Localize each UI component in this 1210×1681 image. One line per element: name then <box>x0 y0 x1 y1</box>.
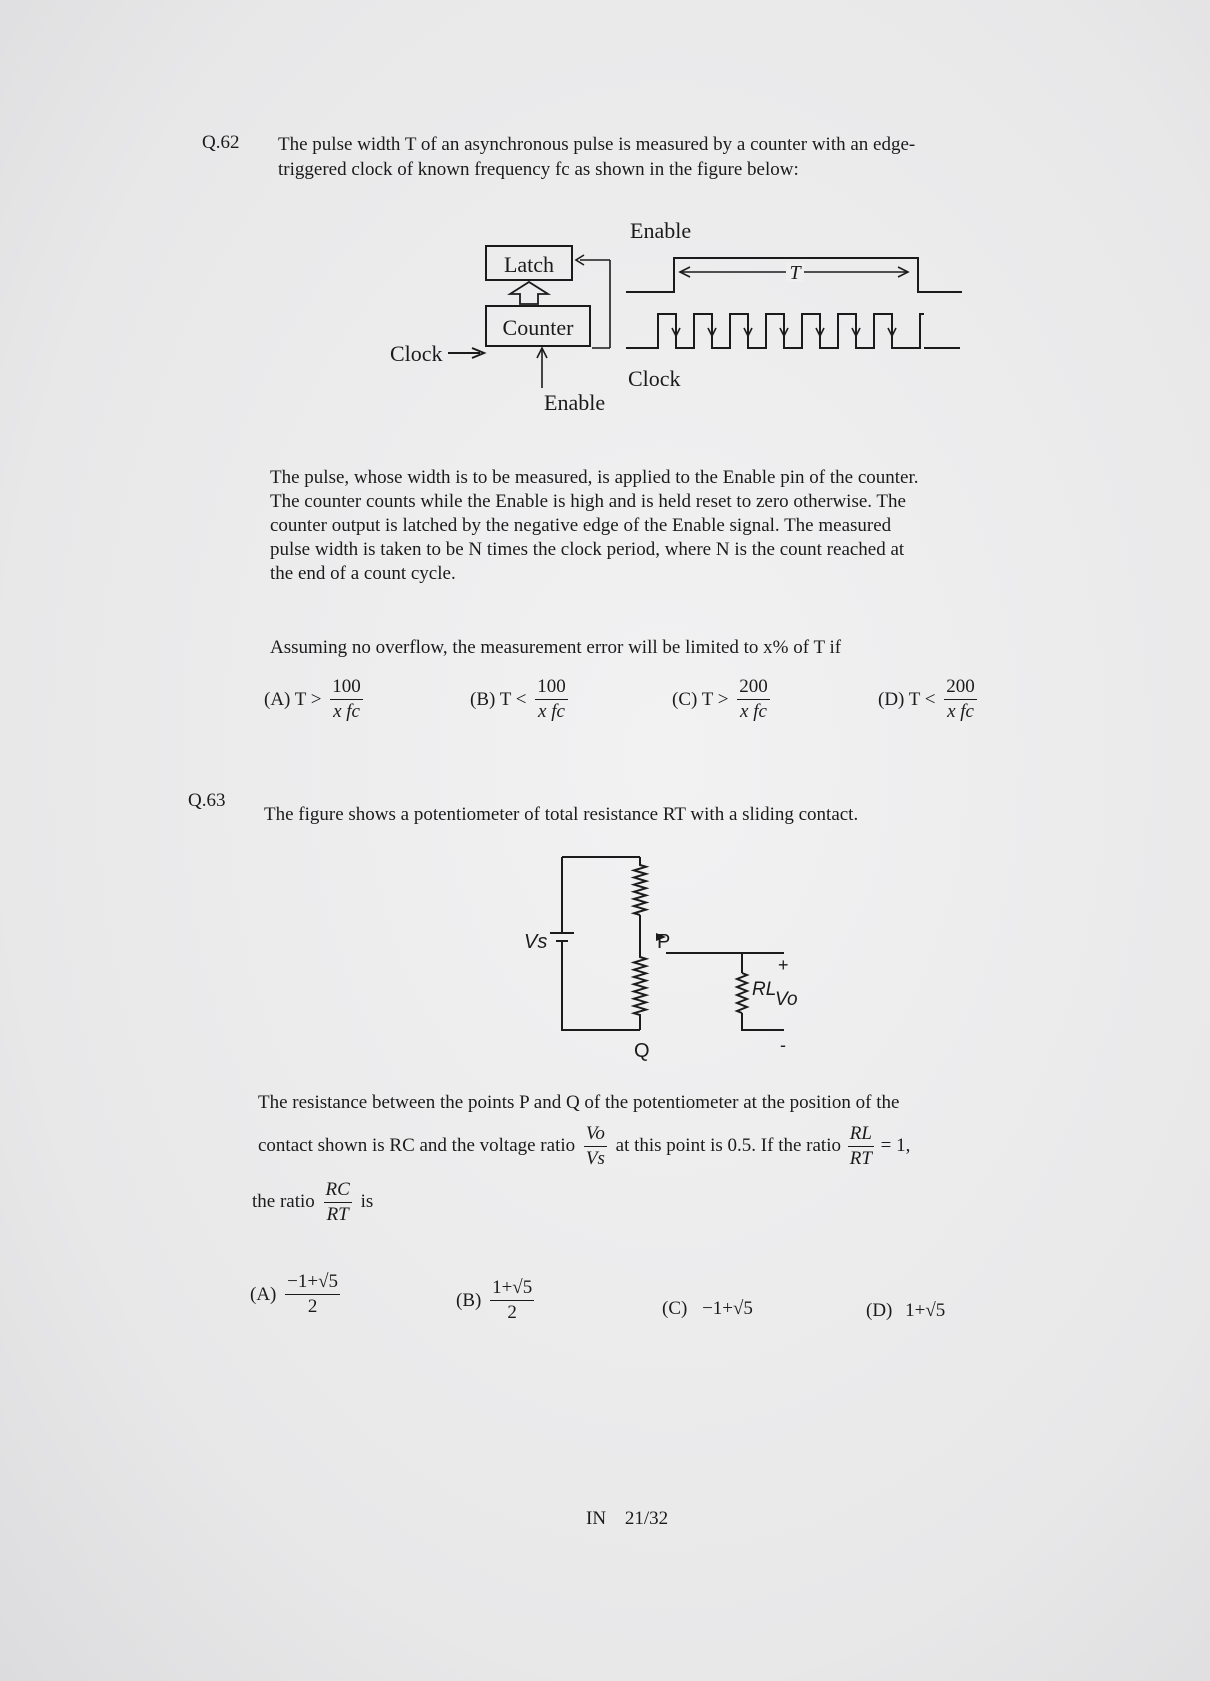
load-label: RL <box>752 979 777 1000</box>
q62-option-c: (C) T > $\frac{200}{\text{x fc}}$ <box>672 676 768 722</box>
q62-paragraph-2: Assuming no overflow, the measurement error will be limited to x% of T if <box>270 637 842 658</box>
question-number-63: Q.63 <box>188 790 226 811</box>
counter-label: Counter <box>502 315 574 340</box>
q63-stem: The figure shows a potentiometer of total resistance RT with a sliding contact. <box>264 804 859 825</box>
q63-option-b: (B) $\frac{1+√5}{2}$ <box>456 1277 533 1323</box>
clock-input-label: Clock <box>390 341 443 366</box>
clock-wave-label: Clock <box>628 366 681 391</box>
load-resistor <box>737 973 747 1013</box>
output-label: Vo <box>775 989 798 1010</box>
q63-option-c: (C) −1+√5 <box>662 1298 753 1319</box>
potentiometer-resistor <box>634 857 646 1030</box>
question-number-62: Q.62 <box>202 132 240 153</box>
potentiometer-figure <box>520 845 820 1065</box>
enable-input-label: Enable <box>544 390 606 415</box>
latch-label: Latch <box>503 252 555 277</box>
q62-paragraph-1 <box>270 466 1068 586</box>
counter-figure <box>380 220 980 440</box>
q62-para-line: counter output is latched by the negative edge of the Enable signal. The measured <box>270 515 892 536</box>
q62-stem-line2: triggered clock of known frequency fc as shown in the figure below: <box>278 159 799 180</box>
q63-option-d: (D) 1+√5 <box>866 1300 946 1321</box>
wiper-label: P <box>657 931 671 953</box>
q62-option-b: (B) T < $\frac{100}{\text{x fc}}$ <box>470 676 566 722</box>
latch-arrow <box>510 282 548 304</box>
plus-sign: + <box>778 955 789 975</box>
bottom-label: Q <box>634 1040 650 1062</box>
q63-line3: the ratio $\frac{RC}{RT}$ is <box>252 1179 374 1225</box>
q62-option-a: (A) T > $\frac{100}{\text{x fc}}$ <box>264 676 361 722</box>
pulse-width-label: T <box>789 262 801 284</box>
q62-para-line: The counter counts while the Enable is high and is held reset to zero otherwise. The <box>270 491 906 512</box>
q63-option-a: (A) $\frac{-1+√5}{2}$ <box>250 1271 338 1317</box>
clock-waveform <box>626 314 960 348</box>
q62-para-line: the end of a count cycle. <box>270 563 456 584</box>
q63-line2: contact shown is RC and the voltage ratio $\frac{Vo}{Vs}$ at this point is 0.5. If the ratio $\frac{RL}{RT}$ = 1, <box>258 1123 911 1169</box>
q62-para-line: pulse width is taken to be N times the clock period, where N is the count reached at <box>270 539 905 560</box>
q62-option-d: (D) T < $\frac{200}{\text{x fc}}$ <box>878 676 975 722</box>
q63-line1: The resistance between the points P and Q of the potentiometer at the position of the <box>258 1092 900 1113</box>
enable-wave-label: Enable <box>630 220 692 243</box>
q62-para-line: The pulse, whose width is to be measured, is applied to the Enable pin of the counter. <box>270 467 919 488</box>
page-footer: IN 21/32 <box>586 1508 669 1529</box>
source-label: Vs <box>524 931 548 953</box>
minus-sign: - <box>780 1035 786 1055</box>
q62-stem-line1: The pulse width T of an asynchronous pulse is measured by a counter with an edge- <box>278 134 916 155</box>
